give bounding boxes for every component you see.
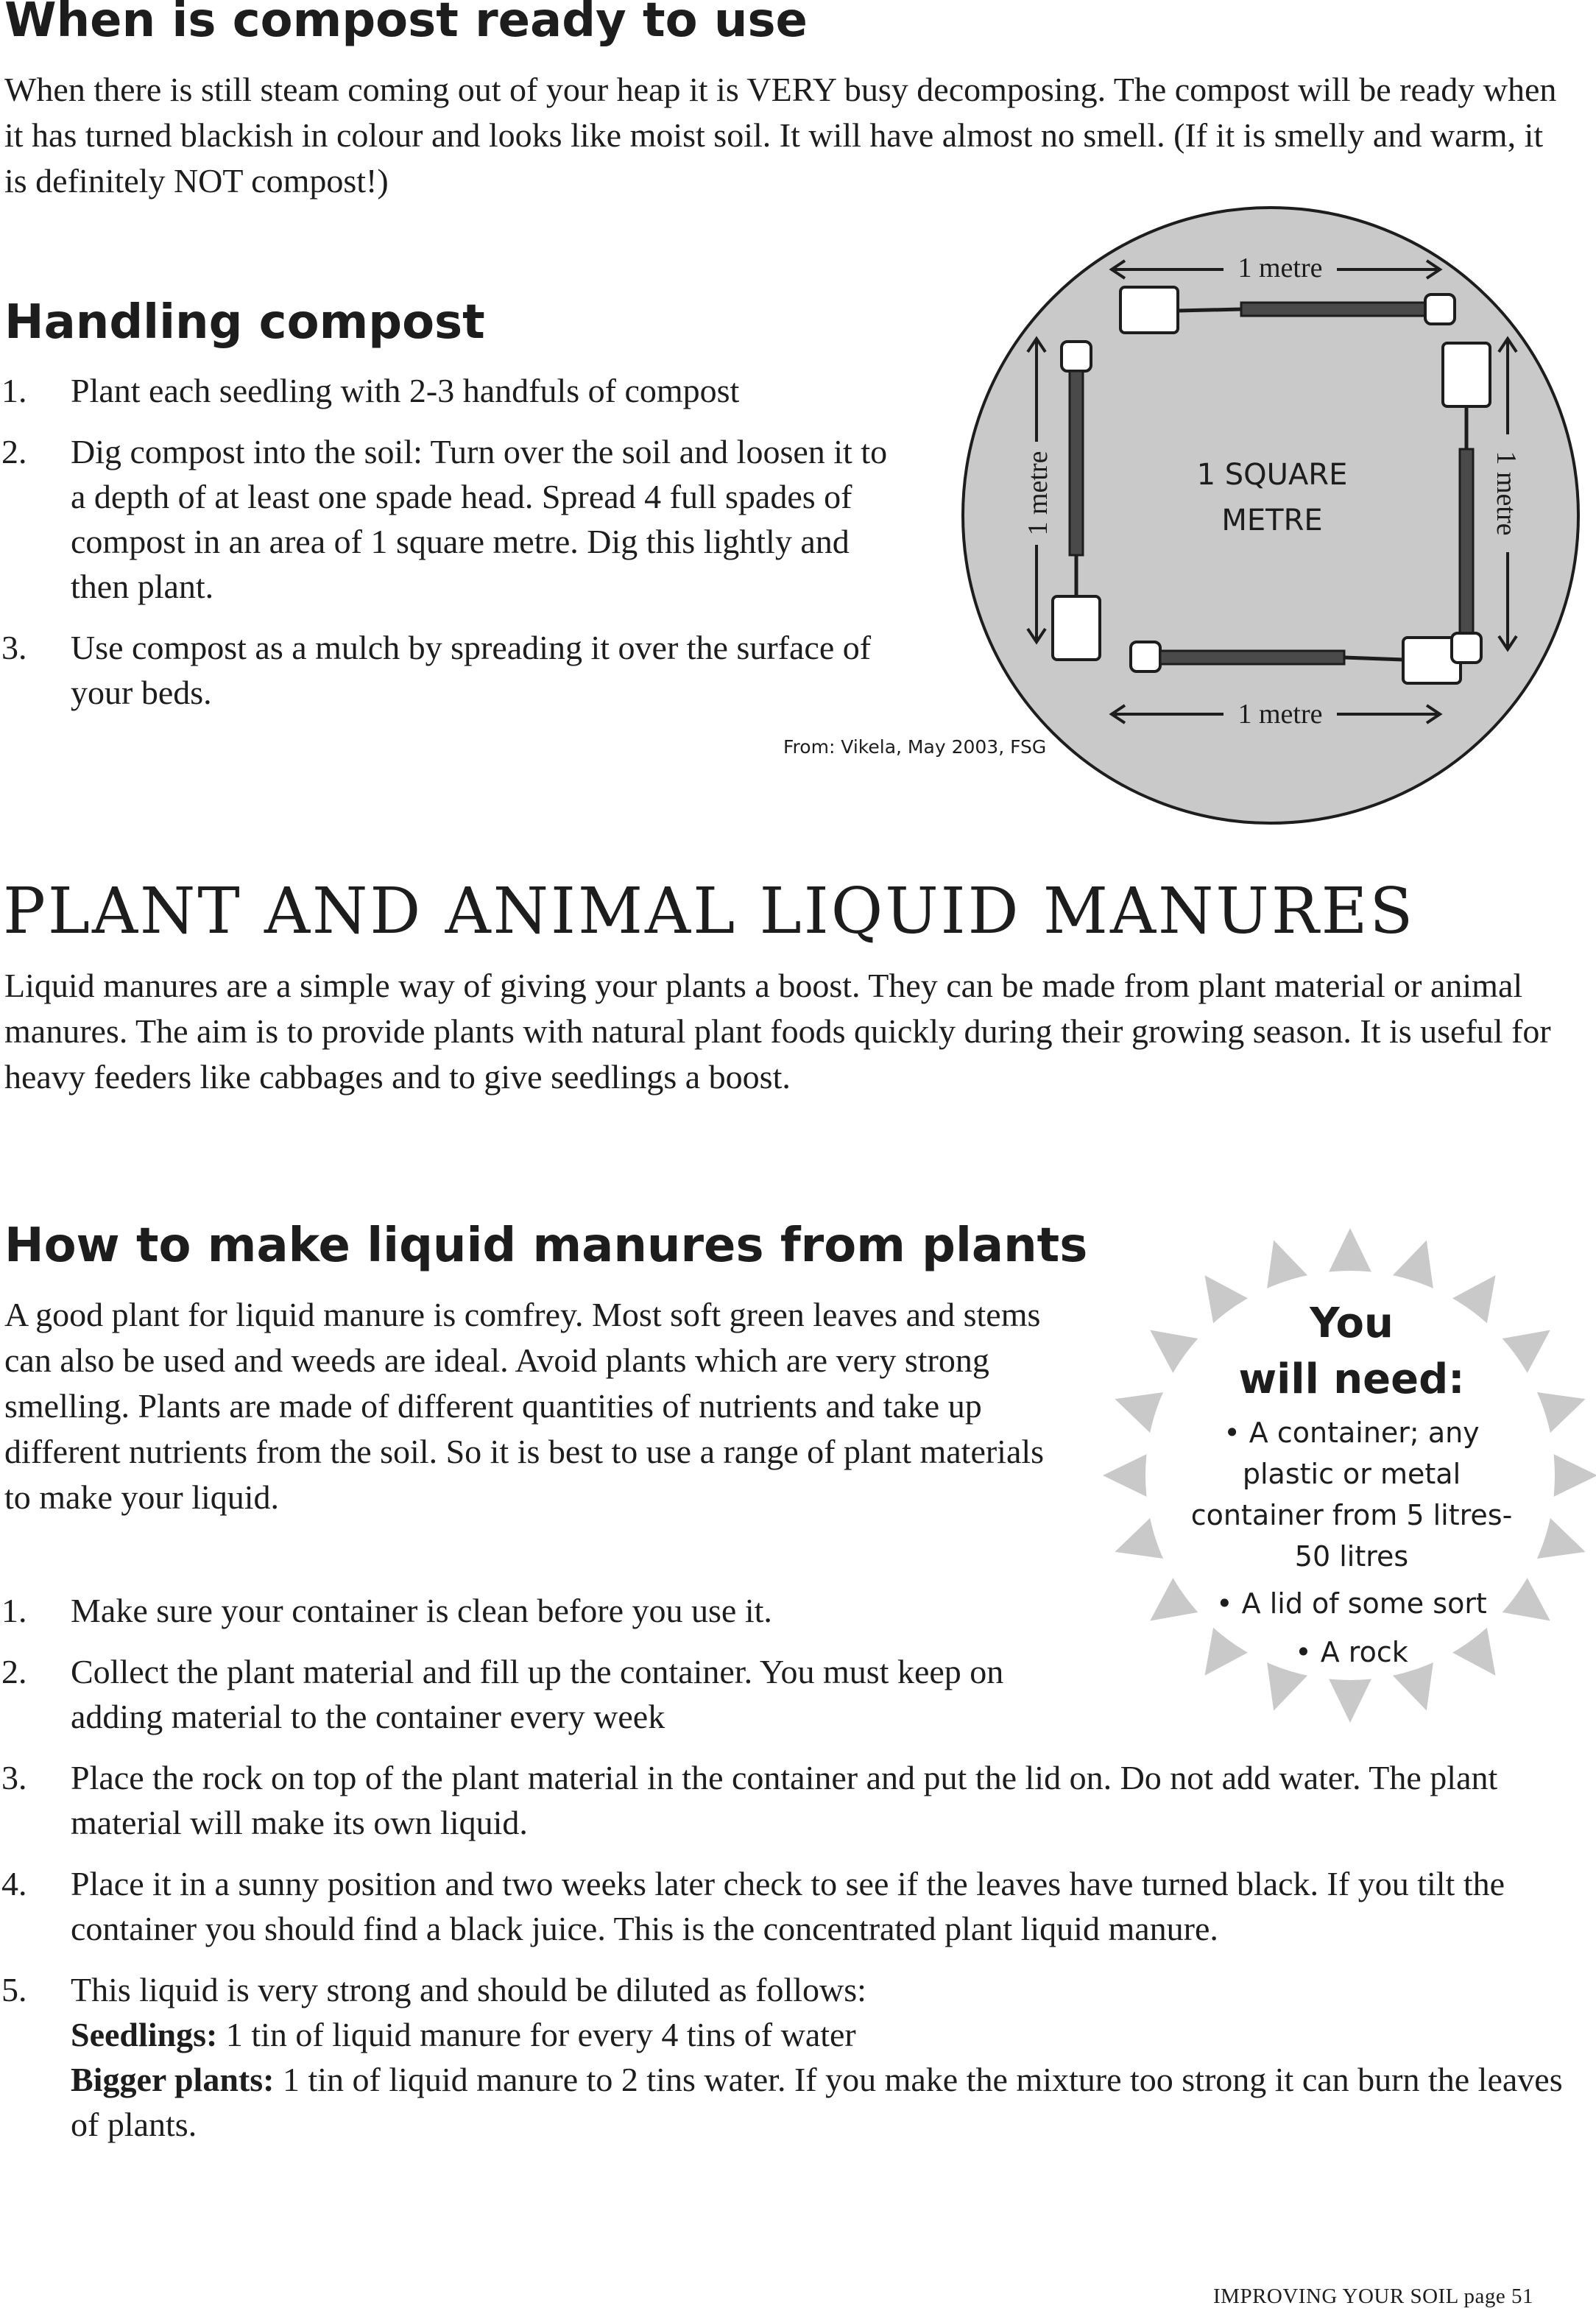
list-item: 1. Plant each seedling with 2-3 handfuls of compost (1, 372, 740, 409)
square-metre-svg (954, 199, 1587, 832)
liquid-manures-title: PLANT AND ANIMAL LIQUID MANURES (3, 875, 1416, 948)
sun-ray (1326, 1228, 1374, 1278)
need-item-rock: • A rock (1295, 1636, 1408, 1668)
sun-ray (1326, 1673, 1374, 1723)
list-item: 2. Collect the plant material and fill up the container. You must keep on adding material to the container every week (1, 1653, 1004, 1735)
handling-compost-list (0, 368, 905, 731)
compost-ready-heading: When is compost ready to use (4, 0, 808, 48)
top-metre-label: 1 metre (1237, 253, 1323, 283)
you-will-need-title-2: will need: (1238, 1355, 1465, 1403)
bottom-metre-label: 1 metre (1237, 699, 1323, 730)
seedlings-label: Seedlings: (71, 2016, 218, 2053)
center-label-line1: 1 SQUARE (1196, 458, 1348, 492)
handling-compost-heading: Handling compost (4, 295, 485, 350)
center-label-line2: METRE (1221, 504, 1323, 537)
list-item: 3. Place the rock on top of the plant material in the container and put the lid on. Do not add water. The plant material will make its own liquid. (1, 1759, 1498, 1841)
list-item: 4. Place it in a sunny position and two weeks later check to see if the leaves have turned black. If you tilt the container you should find a black juice. This is the concentrated plant liquid manure. (1, 1865, 1505, 1947)
you-will-need-sun (1101, 1222, 1596, 1726)
how-to-heading: How to make liquid manures from plants (4, 1218, 1088, 1273)
right-metre-label: 1 metre (1491, 451, 1522, 536)
page-footer: IMPROVING YOUR SOIL page 51 (1213, 2285, 1534, 2308)
you-will-need-title-1: You (1310, 1299, 1394, 1347)
list-item: 3. Use compost as a mulch by spreading it over the surface of your beds. (1, 629, 872, 711)
how-to-intro: A good plant for liquid manure is comfrey. Most soft green leaves and stems can also be used and weeds are ideal. Avoid plants which are very strong smelling. Plants are made of different quantities of nutrients and take up different nutrients from the soil. So it is best to use a range of plant materials to make your liquid. (4, 1296, 1045, 1516)
list-item: 1. Make sure your container is clean before you use it. (1, 1592, 772, 1629)
bigger-plants-label: Bigger plants: (71, 2061, 275, 2098)
you-will-need-box (1145, 1296, 1558, 1673)
list-item: 5. This liquid is very strong and should be diluted as follows: Seedlings: 1 tin of liquid manure for every 4 tins of water Bigger plants: 1 tin of liquid manure to 2 tins water. If you make the mixture too strong it can burn the leaves of plants. (1, 1971, 1563, 2143)
compost-ready-body: When there is still steam coming out of your heap it is VERY busy decomposing. The compost will be ready when it has turned blackish in colour and looks like moist soil. It will have almost no smell. (If it is smelly and warm, it is definitely NOT compost!) (4, 71, 1557, 200)
square-metre-diagram (954, 199, 1587, 832)
list-item: 2. Dig compost into the soil: Turn over the soil and loosen it to a depth of at least one spade head. Spread 4 full spades of compost in an area of 1 square metre. Dig this lightly and then plant. (1, 433, 888, 605)
need-item-lid: • A lid of some sort (1216, 1587, 1487, 1620)
left-metre-label: 1 metre (1023, 451, 1053, 536)
liquid-manures-body: Liquid manures are a simple way of giving your plants a boost. They can be made from plant material or animal manures. The aim is to provide plants with natural plant foods quickly during their growing season. It is useful for heavy feeders like cabbages and to give seedlings a boost. (4, 967, 1551, 1096)
need-item-container: • A container; any plastic or metal container from 5 litres-50 litres (1190, 1417, 1513, 1573)
source-caption: From: Vikela, May 2003, FSG (783, 736, 1047, 758)
